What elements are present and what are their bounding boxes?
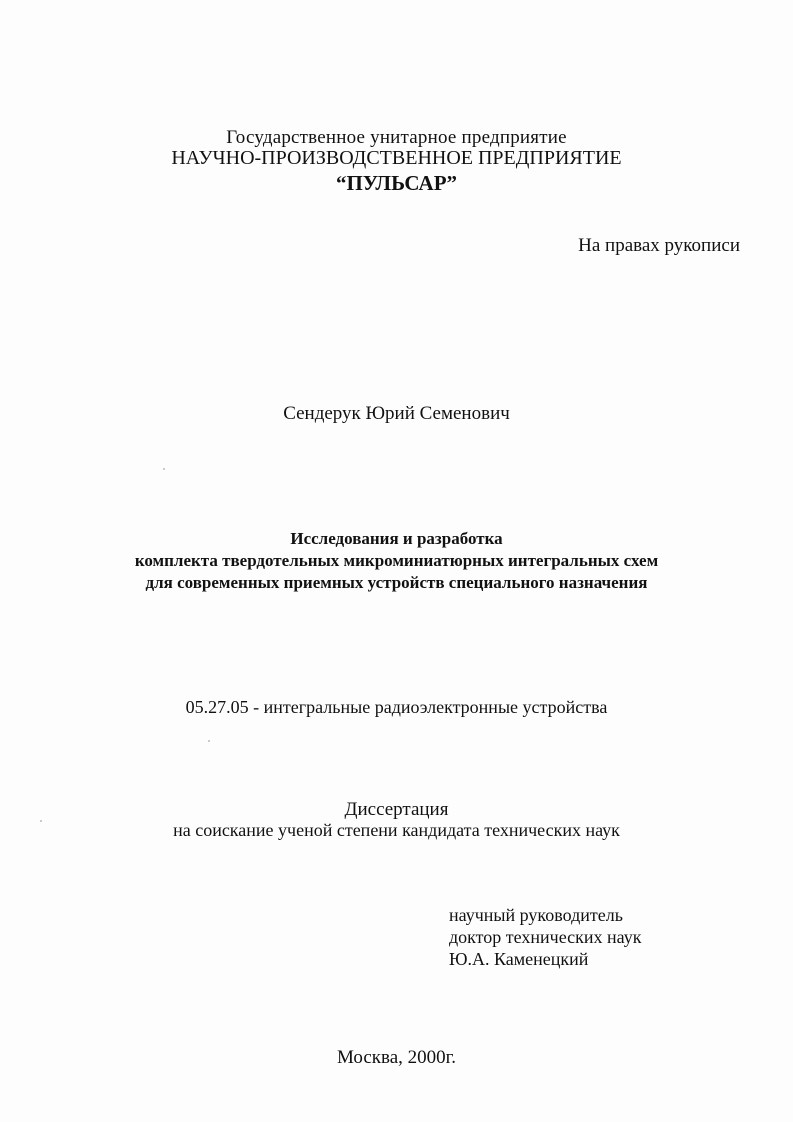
scan-speck — [208, 740, 210, 742]
supervisor-degree: доктор технических наук — [449, 927, 642, 947]
title-line-1: Исследования и разработка — [290, 529, 503, 548]
scan-speck — [163, 468, 165, 470]
supervisor-role: научный руководитель — [449, 905, 623, 925]
organization-type: Государственное унитарное предприятие — [226, 127, 567, 148]
manuscript-note: На правах рукописи — [578, 235, 740, 256]
dissertation-degree: на соискание ученой степени кандидата технических наук — [173, 820, 620, 840]
supervisor-name: Ю.А. Каменецкий — [449, 949, 589, 969]
place-and-year: Москва, 2000г. — [336, 1047, 457, 1068]
specialty-code: 05.27.05 - интегральные радиоэлектронные устройства — [185, 697, 608, 717]
organization-kind: НАУЧНО-ПРОИЗВОДСТВЕННОЕ ПРЕДПРИЯТИЕ — [171, 147, 622, 169]
title-line-3: для современных приемных устройств специального назначения — [145, 573, 648, 592]
supervisor-block — [449, 904, 642, 970]
author-name: Сендерук Юрий Семенович — [283, 403, 510, 424]
dissertation-type: Диссертация — [344, 799, 449, 820]
title-line-2: комплекта твердотельных микроминиатюрных интегральных схем — [134, 551, 659, 570]
dissertation-title — [0, 528, 793, 594]
organization-name: “ПУЛЬСАР” — [335, 171, 458, 195]
scan-speck — [40, 820, 42, 822]
